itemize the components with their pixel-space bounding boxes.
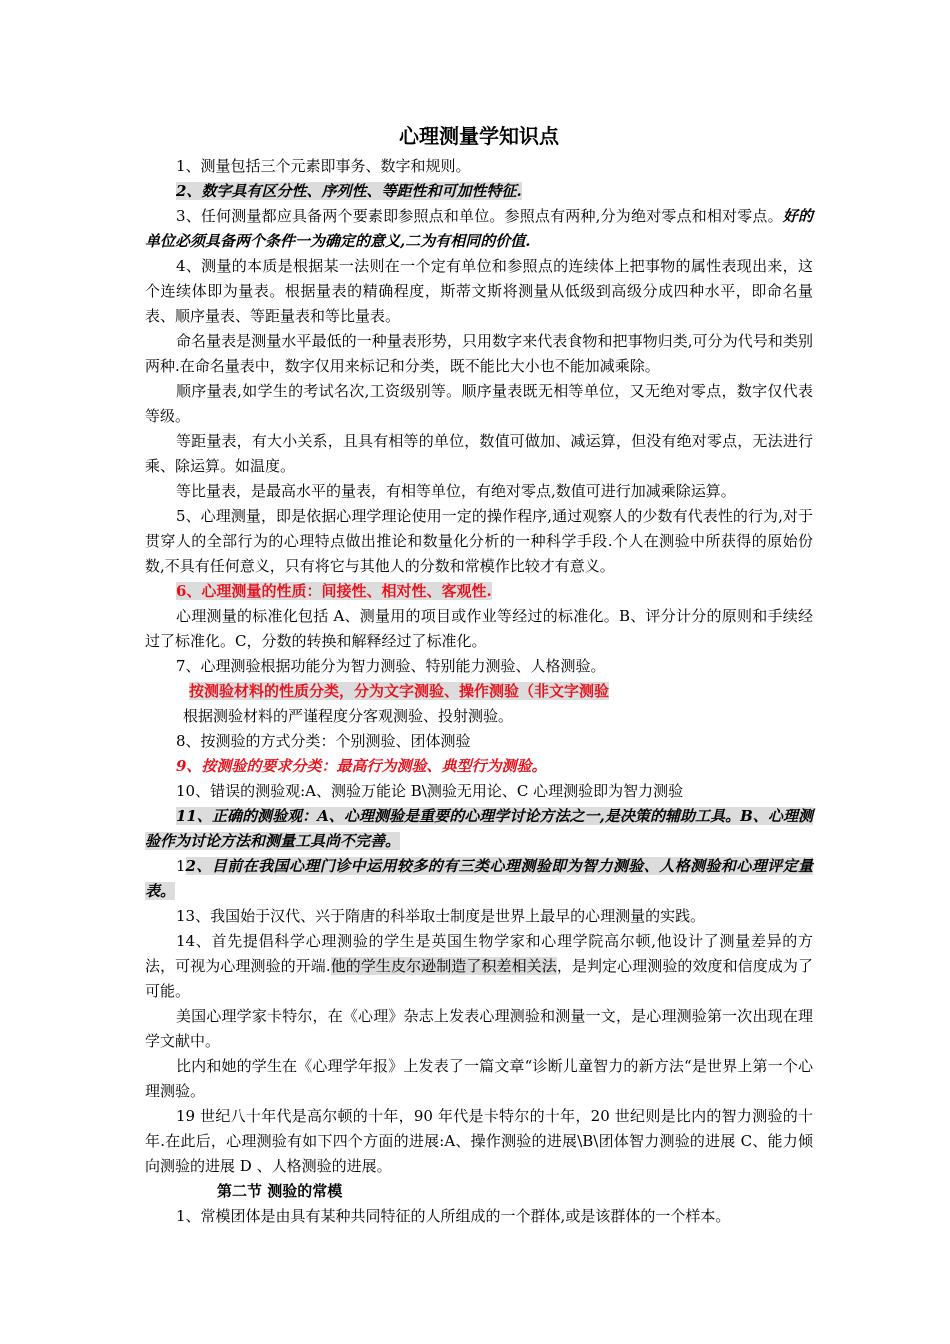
paragraph-emphasis xyxy=(145,804,813,854)
paragraph-red xyxy=(145,679,813,704)
paragraph xyxy=(145,929,813,1004)
paragraph: 4、测量的本质是根据某一法则在一个定有单位和参照点的连续体上把事物的属性表现出来，这个连续体即为量表。根据量表的精确程度，斯蒂文斯将测量从低级到高级分成四种水平，即命名量表、顺序量表、等距量表和等比量表。 xyxy=(145,257,813,325)
paragraph: 命名量表是测量水平最低的一种量表形势，只用数字来代表食物和把事物归类,可分为代号和类别两种.在命名量表中，数字仅用来标记和分类，既不能比大小也不能加减乘除。 xyxy=(145,332,813,375)
paragraph-red xyxy=(145,579,813,604)
paragraph: 等比量表，是最高水平的量表，有相等单位，有绝对零点,数值可进行加减乘除运算。 xyxy=(176,482,736,500)
paragraph: 根据测验材料的严谨程度分客观测验、投射测验。 xyxy=(183,707,514,725)
highlighted-text: 11、正确的测验观：A、心理测验是重要的心理学讨论方法之一,是决策的辅助工具。B、心理测验作为讨论方法和测量工具尚不完善。 xyxy=(145,807,813,850)
section-heading: 第二节 测验的常模 xyxy=(217,1182,343,1200)
document-title: 心理测量学知识点 xyxy=(399,124,559,148)
red-highlighted-text: 6、心理测量的性质：间接性、相对性、客观性. xyxy=(176,582,492,600)
paragraph: 1、常模团体是由具有某种共同特征的人所组成的一个群体,或是该群体的一个样本。 xyxy=(176,1207,731,1225)
paragraph: 美国心理学家卡特尔，在《心理》杂志上发表心理测验和测量一文，是心理测验第一次出现在理学文献中。 xyxy=(145,1007,813,1050)
paragraph: 比内和她的学生在《心理学年报》上发表了一篇文章“诊断儿童智力的新方法“是世界上第一个心理测验。 xyxy=(145,1057,813,1100)
paragraph: 心理测量的标准化包括 A、测量用的项目或作业等经过的标准化。B、评分计分的原则和手续经过了标准化。C，分数的转换和解释经过了标准化。 xyxy=(145,607,813,650)
paragraph: 19 世纪八十年代是高尔顿的十年，90 年代是卡特尔的十年，20 世纪则是比内的智力测验的十年.在此后，心理测验有如下四个方面的进展:A、操作测验的进展\B\团体智力测验的进展 C、能力倾向测验的进展 D 、人格测验的进展。 xyxy=(145,1107,813,1175)
paragraph: 等距量表，有大小关系，且具有相等的单位，数值可做加、减运算，但没有绝对零点，无法进行乘、除运算。如温度。 xyxy=(145,432,813,475)
paragraph: 10、错误的测验观:A、测验万能论 B\测验无用论、C 心理测验即为智力测验 xyxy=(176,782,684,800)
text: 14、首先提倡科学心理测验的学生是英国生物学家和心理学院高尔顿,他设计了测量差异的方法，可视为心理测验的开端. xyxy=(145,932,813,975)
highlighted-text: 2、数字具有区分性、序列性、等距性和可加性特征. xyxy=(176,182,522,200)
paragraph: 8、按测验的方式分类：个别测验、团体测验 xyxy=(176,732,471,750)
red-highlighted-text: 按测验材料的性质分类，分为文字测验、操作测验（非文字测验 xyxy=(189,682,610,700)
paragraph: 7、心理测验根据功能分为智力测验、特别能力测验、人格测验。 xyxy=(176,657,606,675)
paragraph xyxy=(145,204,813,254)
text: 3、任何测量都应具备两个要素即参照点和单位。参照点有两种,分为绝对零点和相对零点。 xyxy=(176,207,783,225)
paragraph: 5、心理测量，即是依据心理学理论使用一定的操作程序,通过观察人的少数有代表性的行为,对于贯穿人的全部行为的心理特点做出推论和数量化分析的一种科学手段.个人在测验中所获得的原始份数,不具有任何意义，只有将它与其他人的分数和常模作比较才有意义。 xyxy=(145,507,813,575)
document-body xyxy=(145,118,813,1229)
text: ，是判定心理测验的效度和信度成为了可能。 xyxy=(145,957,813,1000)
red-emphasis-text: 9、按测验的要求分类：最高行为测验、典型行为测验。 xyxy=(176,757,547,775)
highlighted-text: 2、目前在我国心理门诊中运用较多的有三类心理测验即为智力测验、人格测验和心理评定量表。 xyxy=(145,857,813,900)
paragraph: 13、我国始于汉代、兴于隋唐的科举取士制度是世界上最早的心理测量的实践。 xyxy=(176,907,706,925)
paragraph: 1、测量包括三个元素即事务、数字和规则。 xyxy=(176,157,471,175)
paragraph-red xyxy=(145,754,813,779)
paragraph: 顺序量表,如学生的考试名次,工资级别等。顺序量表既无相等单位，又无绝对零点，数字仅代表等级。 xyxy=(145,382,813,425)
paragraph-emphasis xyxy=(145,179,813,204)
text: 1 xyxy=(176,857,186,875)
paragraph-emphasis xyxy=(145,854,813,904)
highlighted-text: 他的学生皮尔逊制造了积差相关法 xyxy=(330,957,557,975)
emphasis-text: 好的单位必须具备两个条件一为确定的意义,二为有相同的价值. xyxy=(145,207,813,250)
